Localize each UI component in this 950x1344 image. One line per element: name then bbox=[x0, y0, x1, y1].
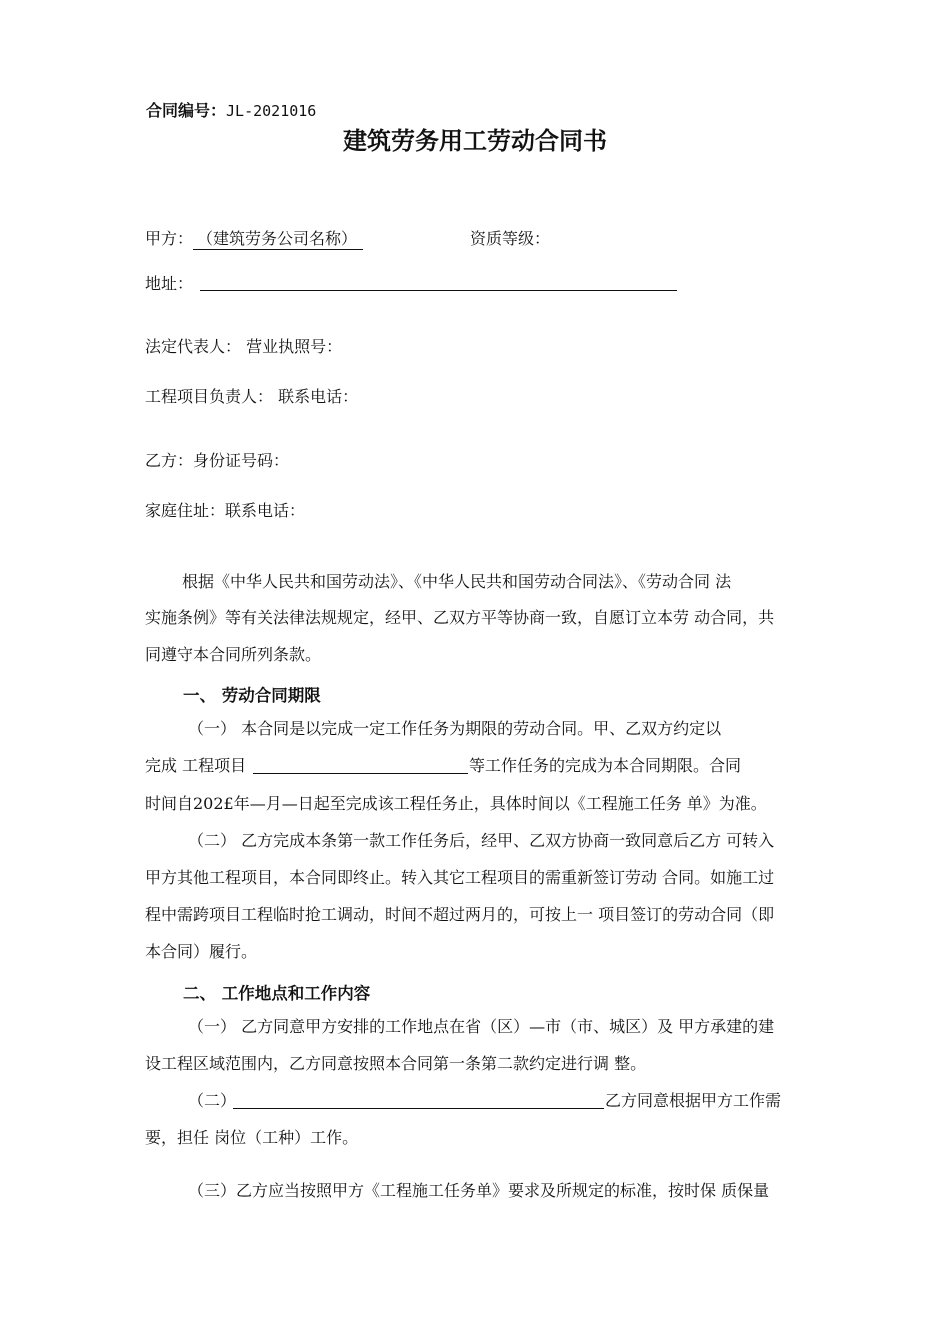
section-2-item-2-line-2: 要，担任 岗位（工种）工作。 bbox=[145, 1128, 359, 1147]
document-title: 建筑劳务用工劳动合同书 bbox=[343, 127, 607, 155]
section-1-item-2-line-3: 程中需跨项目工程临时抢工调动，时间不超过两月的，可按上一 项目签订的劳动合同（即 bbox=[145, 905, 775, 924]
section-1-item-1-line-3: 时间自202£年—月—日起至完成该工程任务止，具体时间以《工程施工任务 单》为准。 bbox=[145, 794, 767, 813]
section-1-item-2-line-4: 本合同）履行。 bbox=[145, 942, 258, 961]
preamble-line-1: 根据《中华人民共和国劳动法》、《中华人民共和国劳动合同法》、《劳动合同 法 bbox=[182, 572, 732, 591]
party-b-home-line: 家庭住址：联系电话： bbox=[145, 501, 306, 520]
party-a-line bbox=[145, 229, 363, 250]
project-name-blank-line bbox=[253, 773, 468, 774]
section-2-item-3-line-1: （三）乙方应当按照甲方《工程施工任务单》要求及所规定的标准，按时保 质保量 bbox=[188, 1181, 770, 1200]
contract-number-label: 合同编号： bbox=[146, 101, 227, 120]
section-2-heading: 二、 工作地点和工作内容 bbox=[183, 984, 371, 1003]
section-2-item-2-prefix: （二） bbox=[188, 1091, 237, 1110]
section-1-heading: 一、 劳动合同期限 bbox=[183, 686, 321, 705]
preamble-line-3: 同遵守本合同所列条款。 bbox=[145, 645, 322, 664]
address-blank-line bbox=[200, 290, 677, 291]
section-1-item-1-line-2a: 完成 工程项目 bbox=[145, 756, 247, 775]
section-1-item-2-line-1: （二） 乙方完成本条第一款工作任务后，经甲、乙双方协商一致同意后乙方 可转入 bbox=[188, 831, 775, 850]
section-1-item-1-line-2b: 等工作任务的完成为本合同期限。合同 bbox=[469, 756, 742, 775]
party-a-label: 甲方： bbox=[145, 229, 194, 248]
section-2-item-1-line-2: 设工程区域范围内，乙方同意按照本合同第一条第二款约定进行调 整。 bbox=[145, 1054, 647, 1073]
party-b-id-line: 乙方：身份证号码： bbox=[145, 451, 290, 470]
preamble-line-2: 实施条例》等有关法律法规规定，经甲、乙双方平等协商一致，自愿订立本劳 动合同，共 bbox=[145, 608, 775, 627]
section-1-item-1-line-1: （一） 本合同是以完成一定工作任务为期限的劳动合同。甲、乙双方约定以 bbox=[188, 719, 722, 738]
project-manager-line: 工程项目负责人： 联系电话： bbox=[145, 387, 359, 406]
section-1-item-2-line-2: 甲方其他工程项目，本合同即终止。转入其它工程项目的需重新签订劳动 合同。如施工过 bbox=[145, 868, 775, 887]
workplace-blank-line bbox=[233, 1108, 604, 1109]
section-2-item-2-text: 乙方同意根据甲方工作需 bbox=[605, 1091, 782, 1110]
qualification-label: 资质等级： bbox=[470, 229, 551, 248]
party-a-name: （建筑劳务公司名称） bbox=[193, 229, 363, 250]
address-label: 地址： bbox=[145, 274, 194, 293]
contract-number bbox=[146, 101, 316, 121]
contract-number-value: JL-2021016 bbox=[226, 102, 317, 120]
legal-representative-line: 法定代表人： 营业执照号： bbox=[145, 337, 343, 356]
section-2-item-1-line-1: （一） 乙方同意甲方安排的工作地点在省（区）—市（市、城区）及 甲方承建的建 bbox=[188, 1017, 775, 1036]
